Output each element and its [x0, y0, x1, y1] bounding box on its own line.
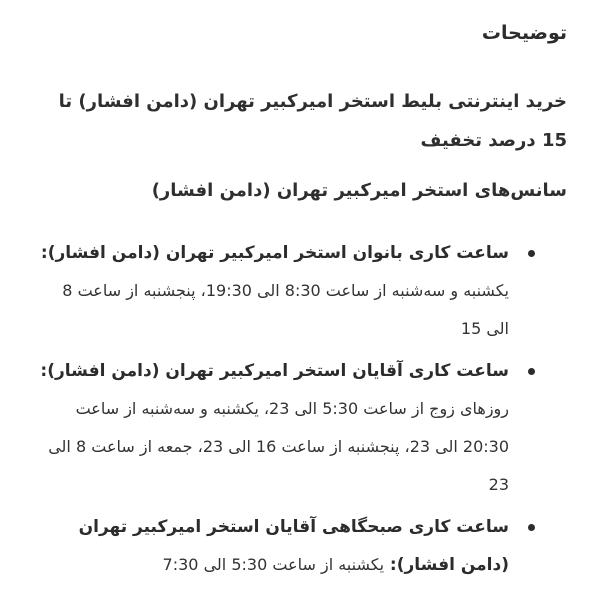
bullet-icon [528, 524, 535, 531]
session-title: ساعت کاری آقایان استخر امیرکبیر تهران (دامن افشار): [40, 361, 509, 381]
sessions-list [40, 234, 567, 588]
session-hours: یکشنبه از ساعت 5:30 الی 7:30 [162, 555, 385, 574]
session-hours: یکشنبه و سه‌شنبه از ساعت 8:30 الی 19:30، پنجشنبه از ساعت 8 الی 15 [62, 281, 509, 338]
bullet-icon [528, 368, 535, 375]
session-hours: روزهای زوج از ساعت 5:30 الی 23، یکشنبه و سه‌شنبه از ساعت 20:30 الی 23، پنجشنبه از ساعت 16 الی 23، جمعه از ساعت 8 الی 23 [48, 399, 509, 494]
session-title: ساعت کاری صبحگاهی آقایان استخر امیرکبیر تهران (دامن افشار): [78, 517, 509, 575]
sessions-heading: سانس‌های استخر امیرکبیر تهران (دامن افشار) [151, 180, 567, 201]
session-item-men [40, 352, 567, 504]
discount-headline: خرید اینترنتی بلیط استخر امیرکبیر تهران (دامن افشار) تا 15 درصد تخفیف [58, 91, 567, 151]
bullet-icon [528, 250, 535, 257]
description-heading: توضیحات [481, 22, 567, 44]
session-item-men-morning [40, 508, 567, 584]
session-item-women [40, 234, 567, 348]
session-title: ساعت کاری بانوان استخر امیرکبیر تهران (دامن افشار): [40, 243, 509, 263]
